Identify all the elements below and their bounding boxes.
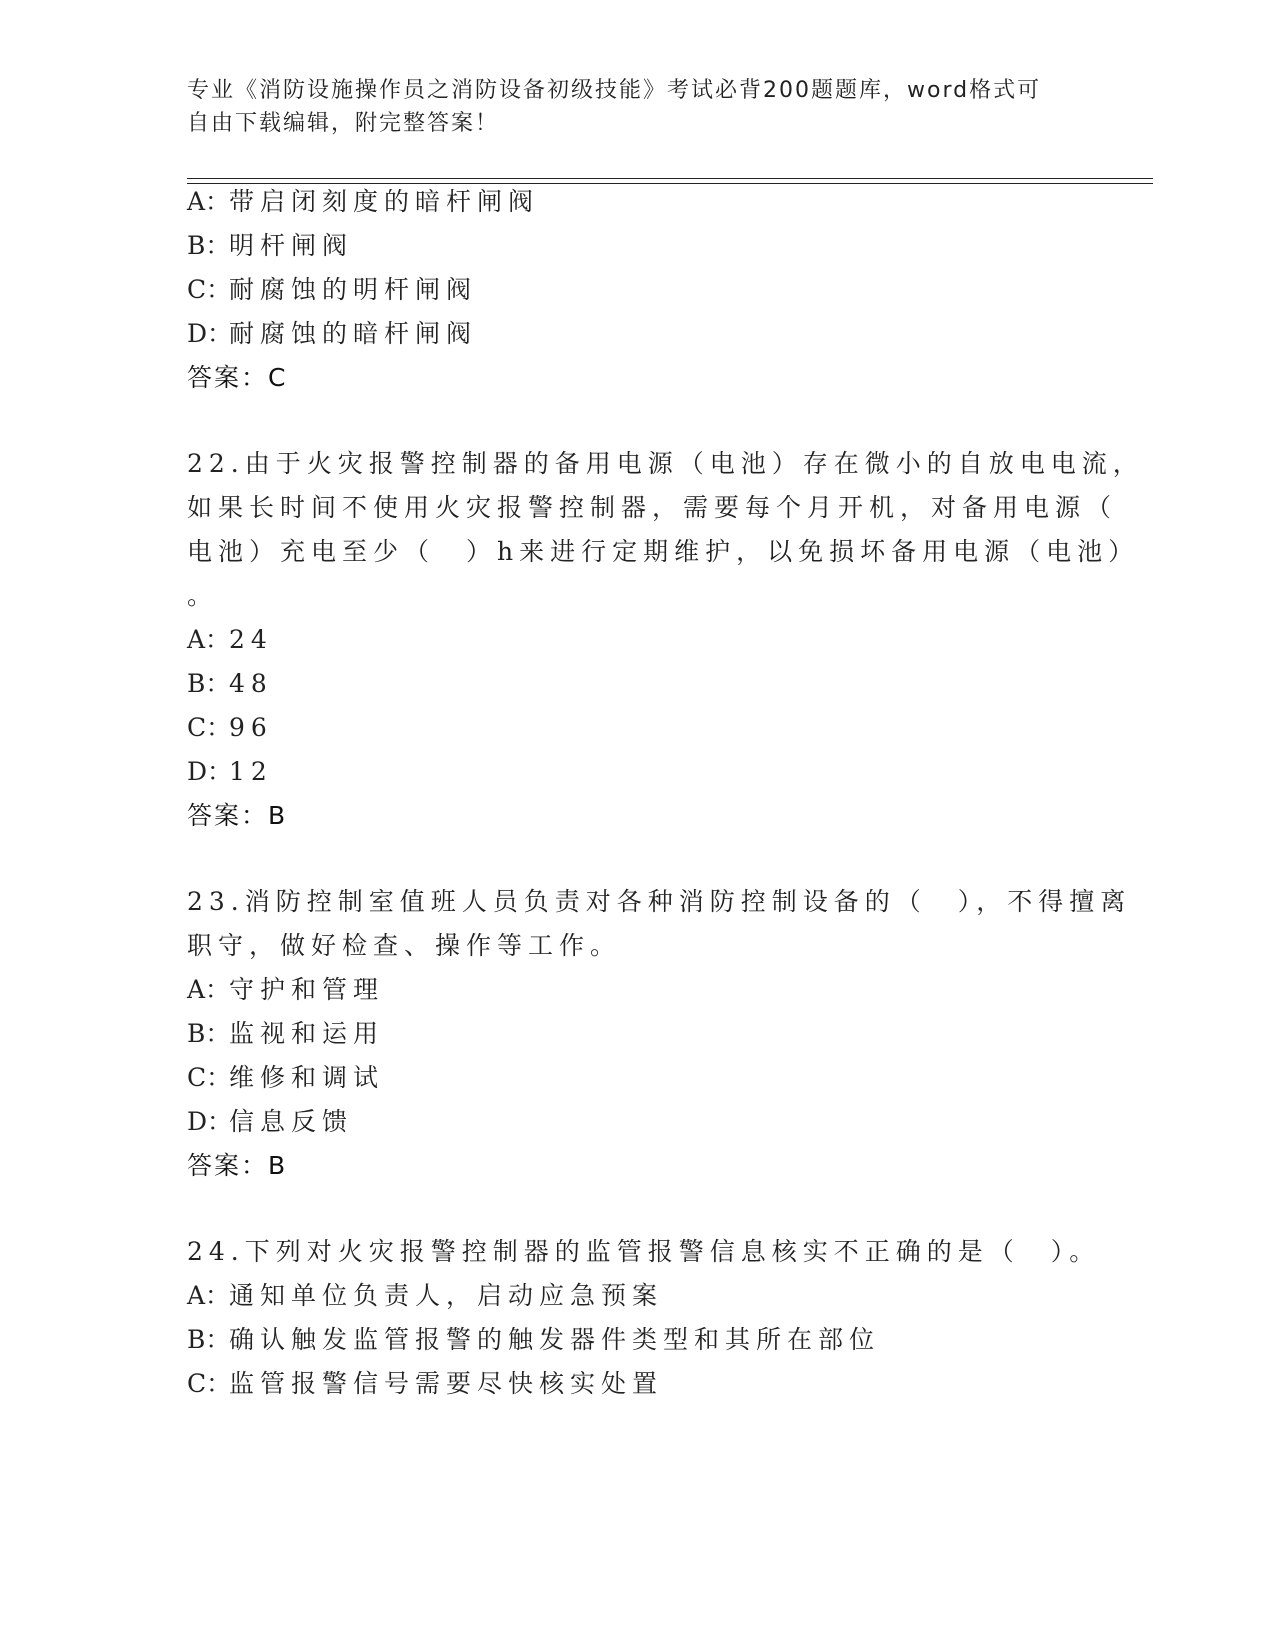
option-text: 确认触发监管报警的触发器件类型和其所在部位 (229, 1325, 881, 1354)
q22-answer: 答案：B (187, 801, 288, 830)
option-text: 监视和运用 (229, 1019, 385, 1048)
header-line-2: 自由下载编辑，附完整答案！ (187, 111, 500, 136)
q22-option-b (187, 668, 273, 700)
q23-option-c (187, 1062, 384, 1094)
option-key: D： (187, 319, 233, 348)
q23-stem-line-1: 23.消防控制室值班人员负责对各种消防控制设备的（ ），不得擅离 (187, 887, 1132, 916)
option-text: 信息反馈 (229, 1107, 354, 1136)
q24-stem-line-1: 24.下列对火灾报警控制器的监管报警信息核实不正确的是（ ）。 (187, 1237, 1101, 1266)
option-text: 守护和管理 (229, 975, 385, 1004)
q22-stem-line-1: 22.由于火灾报警控制器的备用电源（电池）存在微小的自放电电流， (187, 449, 1144, 478)
q24-option-c (187, 1368, 663, 1400)
q21-option-c (187, 274, 477, 306)
q23-option-b (187, 1018, 384, 1050)
q22-stem-line-4: 。 (187, 581, 219, 610)
option-key: A： (187, 625, 231, 654)
q21-option-d (187, 318, 477, 350)
q21-answer: 答案：C (187, 363, 288, 392)
option-key: A： (187, 975, 231, 1004)
option-text: 96 (229, 713, 273, 742)
option-text: 监管报警信号需要尽快核实处置 (229, 1369, 664, 1398)
header-line-1: 专业《消防设施操作员之消防设备初级技能》考试必背200题题库，word格式可 (187, 78, 1042, 103)
option-key: D： (187, 757, 233, 786)
q24-option-b (187, 1324, 880, 1356)
option-key: B： (187, 1325, 231, 1354)
option-text: 维修和调试 (229, 1063, 385, 1092)
option-key: A： (187, 1281, 231, 1310)
option-key: B： (187, 1019, 231, 1048)
option-text: 明杆闸阀 (229, 231, 354, 260)
option-key: A： (187, 187, 231, 216)
option-key: C： (187, 1369, 232, 1398)
q21-option-b (187, 230, 353, 262)
header-divider-bottom (187, 183, 1153, 184)
q22-option-c (187, 712, 273, 744)
q21-option-a (187, 186, 539, 218)
q23-option-d (187, 1106, 353, 1138)
q23-stem-line-2: 职守，做好检查、操作等工作。 (187, 931, 622, 960)
q23-answer: 答案：B (187, 1151, 288, 1180)
option-text: 带启闭刻度的暗杆闸阀 (229, 187, 540, 216)
option-key: C： (187, 713, 232, 742)
option-key: C： (187, 1063, 232, 1092)
q22-option-a (187, 624, 273, 656)
option-text: 24 (229, 625, 273, 654)
q22-stem-line-3: 电池）充电至少（ ）h来进行定期维护，以免损坏备用电源（电池） (187, 537, 1140, 566)
header-divider-top (187, 178, 1153, 179)
option-text: 耐腐蚀的明杆闸阀 (229, 275, 478, 304)
option-text: 12 (229, 757, 273, 786)
option-key: B： (187, 231, 231, 260)
q24-option-a (187, 1280, 663, 1312)
option-text: 48 (229, 669, 273, 698)
option-key: B： (187, 669, 231, 698)
q22-stem-line-2: 如果长时间不使用火灾报警控制器，需要每个月开机，对备用电源（ (187, 493, 1118, 522)
document-header (187, 74, 1067, 140)
q22-option-d (187, 756, 273, 788)
option-key: D： (187, 1107, 233, 1136)
option-key: C： (187, 275, 232, 304)
q23-option-a (187, 974, 384, 1006)
option-text: 耐腐蚀的暗杆闸阀 (229, 319, 478, 348)
option-text: 通知单位负责人，启动应急预案 (229, 1281, 664, 1310)
